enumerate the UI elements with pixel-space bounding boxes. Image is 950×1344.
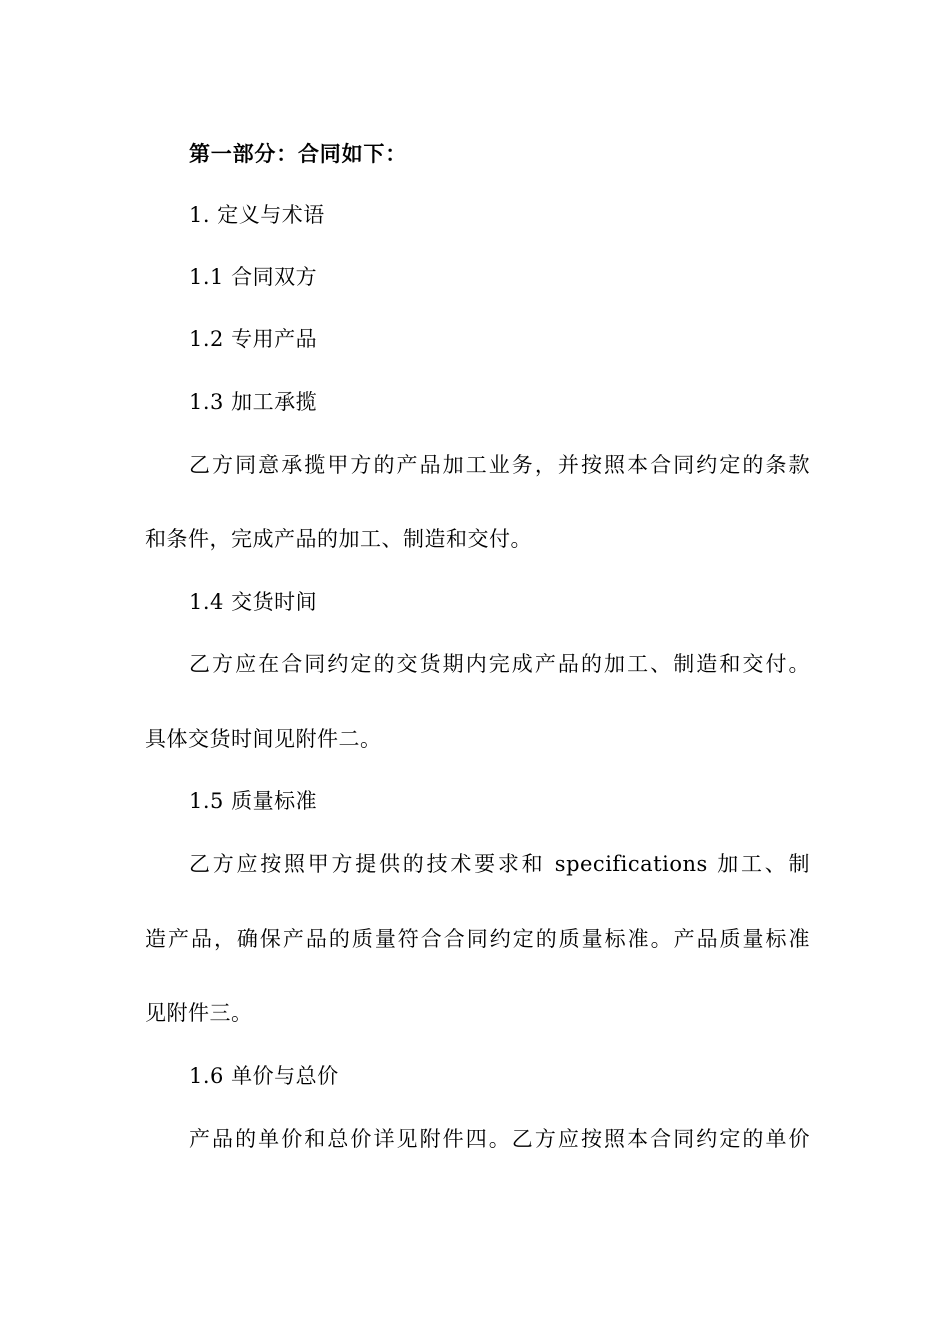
item-1-2-title: 1.2 专用产品 [189, 327, 318, 351]
item-1-3-paragraph-line-2: 和条件，完成产品的加工、制造和交付。 [145, 527, 532, 551]
item-1-1-title: 1.1 合同双方 [189, 265, 318, 289]
definitions-heading: 1. 定义与术语 [189, 203, 325, 227]
item-1-3-paragraph-line-1: 乙方同意承揽甲方的产品加工业务，并按照本合同约定的条款 [189, 453, 810, 477]
item-1-3-title: 1.3 加工承揽 [189, 390, 318, 414]
item-1-4-paragraph-line-1: 乙方应在合同约定的交货期内完成产品的加工、制造和交付。 [189, 652, 810, 676]
item-1-5-paragraph-line-2: 造产品，确保产品的质量符合合同约定的质量标准。产品质量标准 [145, 927, 810, 951]
item-1-5-paragraph-line-1: 乙方应按照甲方提供的技术要求和 specifications 加工、制 [189, 852, 810, 876]
item-1-5-paragraph-line-3: 见附件三。 [145, 1001, 253, 1025]
item-1-5-title: 1.5 质量标准 [189, 789, 318, 813]
section-title: 第一部分：合同如下： [189, 142, 407, 166]
item-1-4-title: 1.4 交货时间 [189, 590, 318, 614]
item-1-6-paragraph-line-1: 产品的单价和总价详见附件四。乙方应按照本合同约定的单价 [189, 1127, 810, 1151]
item-1-4-paragraph-line-2: 具体交货时间见附件二。 [145, 727, 382, 751]
item-1-6-title: 1.6 单价与总价 [189, 1064, 339, 1088]
